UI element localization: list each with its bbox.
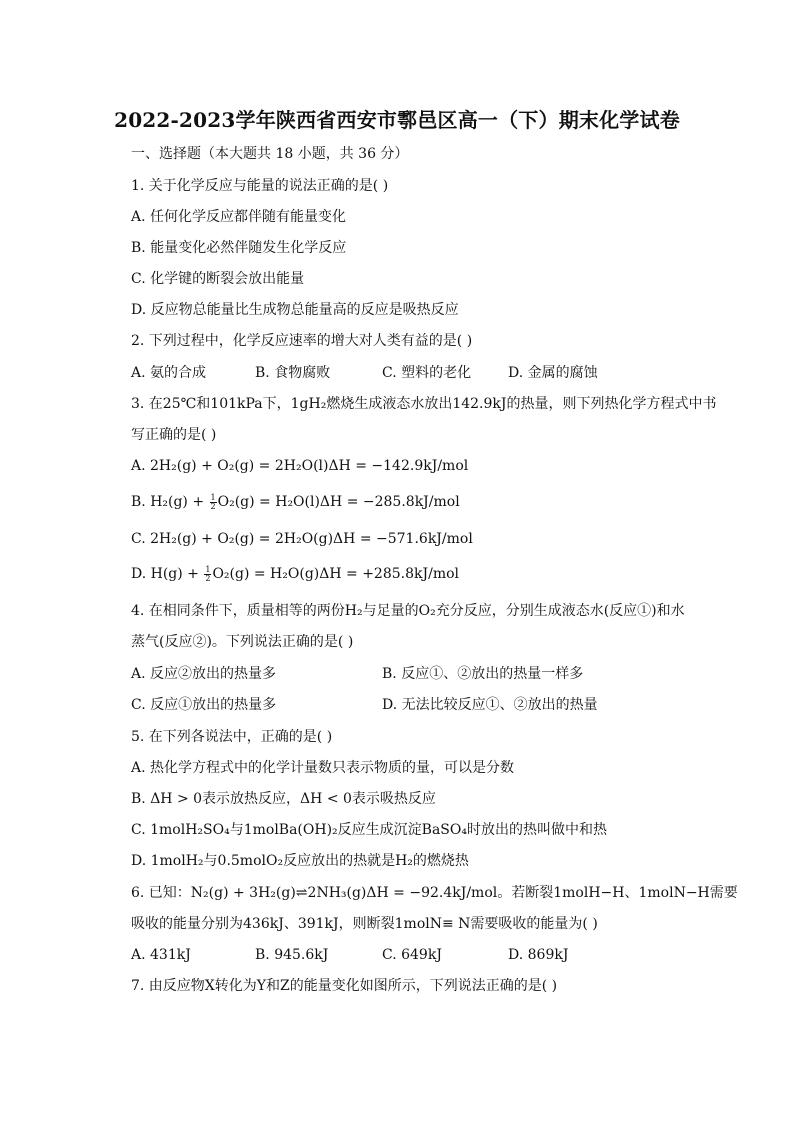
q5-option-a: A. 热化学方程式中的化学计量数只表示物质的量，可以是分数	[131, 760, 515, 776]
q4-option-d: D. 无法比较反应①、②放出的热量	[382, 697, 598, 713]
q6-option-d: D. 869kJ	[508, 947, 569, 963]
section-heading: 一、选择题（本大题共 18 小题，共 36 分）	[131, 146, 409, 162]
q3-option-b-suffix: O₂(g) = H₂O(l)ΔH = −285.8kJ/mol	[217, 494, 460, 510]
q3-option-d-suffix: O₂(g) = H₂O(g)ΔH = +285.8kJ/mol	[212, 566, 459, 582]
q3-option-a: A. 2H₂(g) + O₂(g) = 2H₂O(l)ΔH = −142.9kJ/mol	[131, 458, 469, 474]
q5-option-c: C. 1molH₂SO₄与1molBa(OH)₂反应生成沉淀BaSO₄时放出的热叫做中和热	[131, 822, 607, 838]
q6-stem-line1: 6. 已知：N₂(g) + 3H₂(g)⇌2NH₃(g)ΔH = −92.4kJ/mol。若断裂1molH−H、1molN−H需要	[131, 885, 738, 901]
q5-option-d: D. 1molH₂与0.5molO₂反应放出的热就是H₂的燃烧热	[131, 853, 469, 869]
q5-stem: 5. 在下列各说法中，正确的是( )	[131, 729, 333, 745]
q2-option-a: A. 氨的合成	[131, 365, 207, 381]
q1-option-b: B. 能量变化必然伴随发生化学反应	[131, 240, 347, 256]
q3-option-d	[131, 564, 459, 584]
q6-option-a: A. 431kJ	[131, 947, 191, 963]
q3-option-b	[131, 492, 460, 512]
q3-stem-line2: 写正确的是( )	[131, 427, 217, 443]
q4-option-b: B. 反应①、②放出的热量一样多	[382, 666, 584, 682]
q2-option-b: B. 食物腐败	[255, 365, 331, 381]
q4-stem-line2: 蒸气(反应②)。下列说法正确的是( )	[131, 634, 354, 650]
q1-option-c: C. 化学键的断裂会放出能量	[131, 271, 305, 287]
q2-option-d: D. 金属的腐蚀	[508, 365, 598, 381]
q4-stem-line1: 4. 在相同条件下，质量相等的两份H₂与足量的O₂充分反应，分别生成液态水(反应①)和水	[131, 603, 685, 619]
q3-option-d-prefix: D. H(g) +	[131, 566, 204, 582]
fraction-one-half: $\frac{1}{2}$	[205, 564, 211, 583]
q6-option-b: B. 945.6kJ	[255, 947, 329, 963]
q4-option-c: C. 反应①放出的热量多	[131, 697, 277, 713]
q3-option-c: C. 2H₂(g) + O₂(g) = 2H₂O(g)ΔH = −571.6kJ/mol	[131, 531, 473, 547]
q1-stem: 1. 关于化学反应与能量的说法正确的是( )	[131, 178, 389, 194]
q1-option-a: A. 任何化学反应都伴随有能量变化	[131, 209, 347, 225]
fraction-one-half: $\frac{1}{2}$	[210, 492, 216, 511]
q3-option-b-prefix: B. H₂(g) +	[131, 494, 209, 510]
q5-option-b: B. ΔH > 0表示放热反应，ΔH < 0表示吸热反应	[131, 791, 436, 807]
q3-stem-line1: 3. 在25℃和101kPa下，1gH₂燃烧生成液态水放出142.9kJ的热量，则下列热化学方程式中书	[131, 396, 717, 412]
q2-stem: 2. 下列过程中，化学反应速率的增大对人类有益的是( )	[131, 333, 473, 349]
q2-option-c: C. 塑料的老化	[382, 365, 472, 381]
q6-option-c: C. 649kJ	[382, 947, 442, 963]
q4-option-a: A. 反应②放出的热量多	[131, 666, 277, 682]
q7-stem: 7. 由反应物X转化为Y和Z的能量变化如图所示，下列说法正确的是( )	[131, 978, 558, 994]
exam-title: 2022-2023学年陕西省西安市鄠邑区高一（下）期末化学试卷	[114, 108, 680, 132]
q1-option-d: D. 反应物总能量比生成物总能量高的反应是吸热反应	[131, 302, 459, 318]
q6-stem-line2: 吸收的能量分别为436kJ、391kJ，则断裂1molN≡ N需要吸收的能量为( )	[131, 916, 598, 932]
